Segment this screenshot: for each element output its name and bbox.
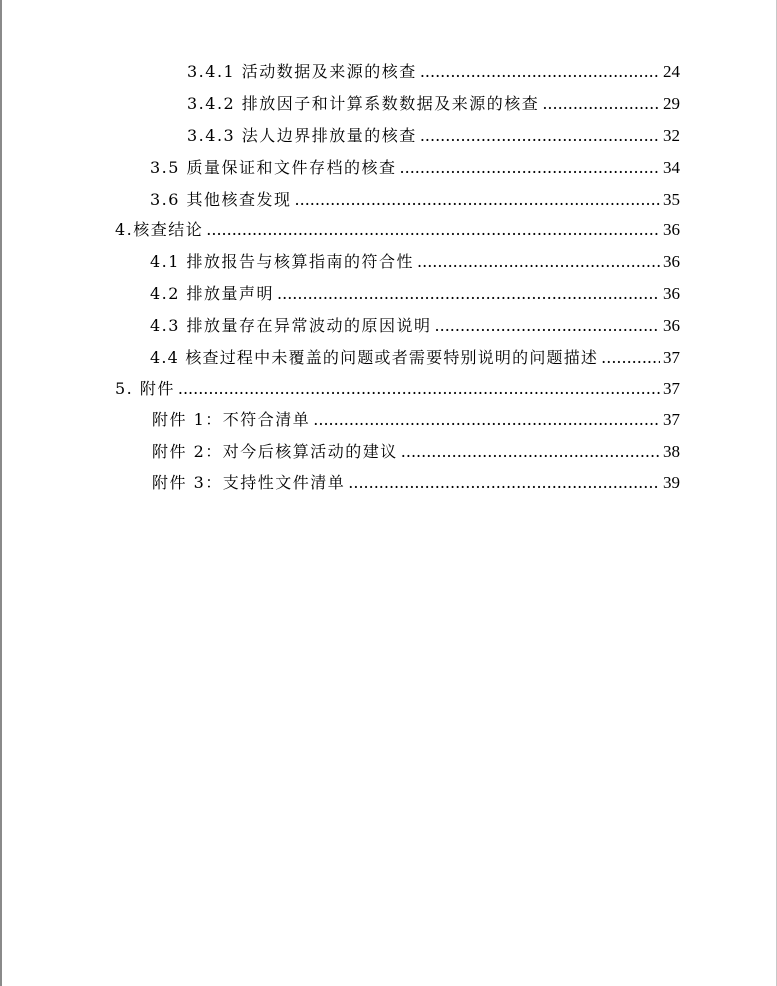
toc-dot-leader (401, 440, 660, 464)
toc-entry-title: 附件 2：对今后核算活动的建议 (152, 442, 398, 461)
toc-entry-title: 3.4.2 排放因子和计算系数数据及来源的核查 (187, 94, 540, 113)
toc-entry-title: 3.4.3 法人边界排放量的核查 (187, 126, 417, 145)
toc-entry-page: 37 (663, 379, 680, 398)
toc-entry-title: 附件 1：不符合清单 (152, 410, 311, 429)
toc-entry-appendix-3[interactable] (152, 471, 680, 495)
toc-entry-page: 39 (663, 473, 680, 492)
toc-dot-leader (295, 188, 660, 212)
toc-entry-5[interactable] (115, 377, 680, 401)
toc-entry-title: 3.5 质量保证和文件存档的核查 (150, 158, 397, 177)
toc-entry-page: 37 (663, 410, 680, 429)
toc-entry-title: 4.3 排放量存在异常波动的原因说明 (150, 316, 432, 335)
toc-entry-4[interactable] (115, 218, 680, 242)
toc-entry-title: 4.2 排放量声明 (150, 284, 275, 303)
toc-entry-4-1[interactable] (150, 250, 680, 274)
toc-entry-title: 3.6 其他核查发现 (150, 190, 292, 209)
toc-entry-page: 36 (663, 316, 680, 335)
toc-entry-3-6[interactable] (150, 188, 680, 212)
toc-entry-title: 4.1 排放报告与核算指南的符合性 (150, 252, 415, 271)
toc-dot-leader (435, 314, 660, 338)
toc-entry-4-3[interactable] (150, 314, 680, 338)
toc-entry-title: 5. 附件 (115, 379, 175, 398)
toc-dot-leader (420, 124, 660, 148)
toc-entry-appendix-2[interactable] (152, 440, 680, 464)
toc-dot-leader (277, 282, 660, 306)
toc-entry-page: 29 (663, 94, 680, 113)
toc-entry-page: 35 (663, 190, 680, 209)
page-left-edge (0, 0, 2, 986)
toc-entry-4-2[interactable] (150, 282, 680, 306)
toc-entry-page: 38 (663, 442, 680, 461)
toc-entry-page: 37 (663, 348, 680, 367)
toc-entry-title: 附件 3：支持性文件清单 (152, 473, 346, 492)
toc-entry-appendix-1[interactable] (152, 408, 680, 432)
toc-entry-title: 4.核查结论 (115, 220, 204, 239)
toc-entry-3-4-1[interactable] (187, 60, 680, 84)
toc-dot-leader (178, 377, 660, 401)
toc-dot-leader (542, 92, 660, 116)
toc-entry-3-4-2[interactable] (187, 92, 680, 116)
toc-dot-leader (400, 156, 660, 180)
toc-entry-page: 36 (663, 252, 680, 271)
toc-dot-leader (206, 218, 660, 242)
toc-entry-3-4-3[interactable] (187, 124, 680, 148)
toc-entry-title: 3.4.1 活动数据及来源的核查 (187, 62, 417, 81)
toc-dot-leader (417, 250, 660, 274)
toc-dot-leader (601, 346, 660, 370)
toc-entry-page: 24 (663, 62, 680, 81)
toc-dot-leader (348, 471, 660, 495)
toc-entry-4-4[interactable] (150, 346, 680, 370)
toc-entry-page: 34 (663, 158, 680, 177)
toc-entry-title: 4.4 核查过程中未覆盖的问题或者需要特别说明的问题描述 (150, 348, 599, 367)
toc-entry-page: 32 (663, 126, 680, 145)
toc-entry-3-5[interactable] (150, 156, 680, 180)
toc-dot-leader (420, 60, 660, 84)
toc-dot-leader (313, 408, 660, 432)
toc-entry-page: 36 (663, 284, 680, 303)
toc-entry-page: 36 (663, 220, 680, 239)
